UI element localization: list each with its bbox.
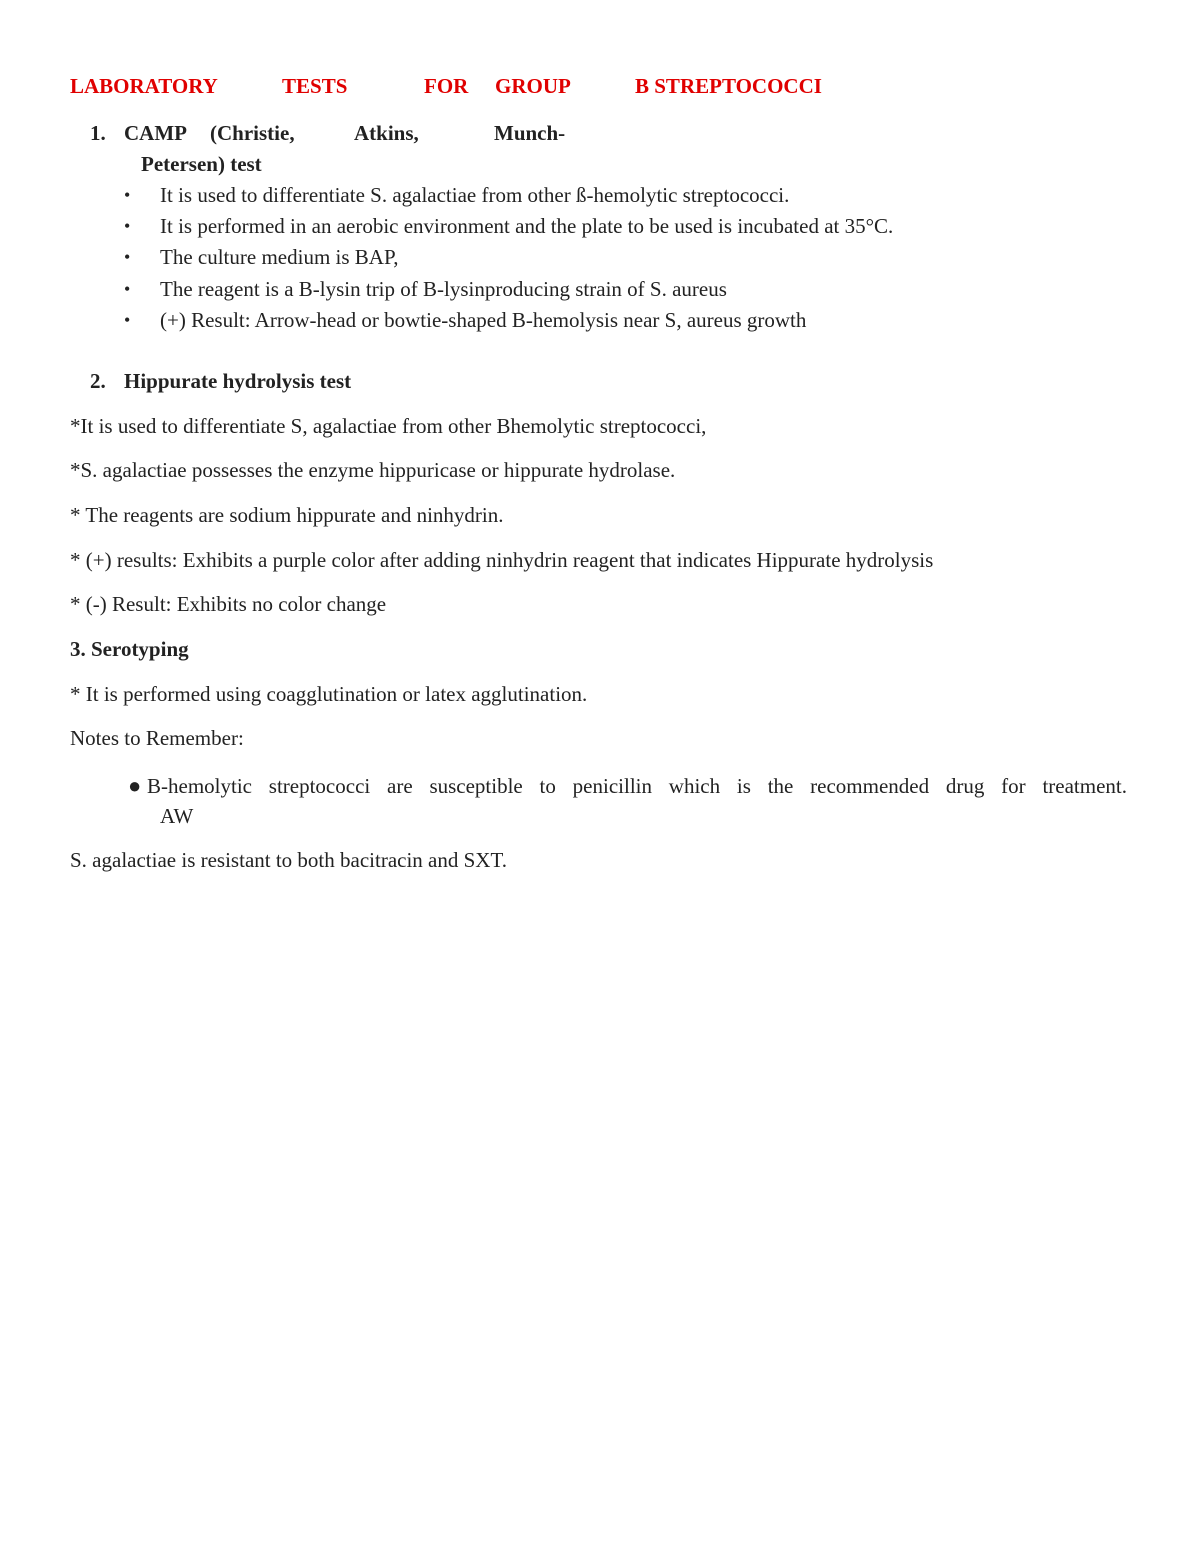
bullet-icon: •: [124, 185, 131, 205]
notes-bullet-text: B-hemolytic streptococci are susceptible to penicillin which is the recommended drug for treatment.: [147, 774, 1127, 798]
section-heading-word: Munch-: [494, 121, 566, 145]
title-word: GROUP: [495, 74, 571, 98]
document-title: [70, 73, 846, 99]
bullet-icon: •: [124, 247, 131, 267]
paragraph-line: * (+) results: Exhibits a purple color after adding ninhydrin reagent that indicates Hippurate hydrolysis: [70, 548, 934, 572]
section-heading: 3. Serotyping: [70, 637, 189, 661]
section-heading-continued: Petersen) test: [141, 152, 262, 176]
paragraph-line: * The reagents are sodium hippurate and ninhydrin.: [70, 503, 504, 527]
paragraph-line: * (-) Result: Exhibits no color change: [70, 592, 387, 616]
section-heading: Hippurate hydrolysis test: [124, 369, 352, 393]
list-item-text: The culture medium is BAP,: [160, 245, 399, 269]
list-item-text: (+) Result: Arrow-head or bowtie-shaped B-hemolysis near S, aureus growth: [160, 308, 807, 332]
section-number: 2.: [90, 369, 106, 393]
bullet-icon: •: [124, 310, 131, 330]
title-word: TESTS: [282, 74, 348, 98]
section-heading-word: Atkins,: [354, 121, 419, 145]
paragraph-line: *S. agalactiae possesses the enzyme hippuricase or hippurate hydrolase.: [70, 458, 676, 482]
notes-heading: Notes to Remember:: [70, 726, 244, 750]
title-word: LABORATORY: [70, 74, 218, 98]
paragraph-line: *It is used to differentiate S, agalactiae from other Bhemolytic streptococci,: [70, 414, 707, 438]
notes-bullet-continued: AW: [160, 804, 194, 828]
list-item-text: The reagent is a B-lysin trip of B-lysinproducing strain of S. aureus: [160, 277, 727, 301]
paragraph-line: S. agalactiae is resistant to both bacitracin and SXT.: [70, 848, 507, 872]
paragraph-line: * It is performed using coagglutination or latex agglutination.: [70, 682, 588, 706]
bullet-icon: •: [124, 279, 131, 299]
bullet-icon: •: [124, 216, 131, 236]
list-item-text: It is used to differentiate S. agalactiae from other ß-hemolytic streptococci.: [160, 183, 790, 207]
bullet-icon: ●: [128, 773, 142, 798]
title-word: B STREPTOCOCCI: [635, 74, 822, 98]
section-heading-word: CAMP: [124, 121, 187, 145]
section-number: 1.: [90, 121, 106, 145]
title-word: FOR: [424, 74, 469, 98]
section-heading-word: (Christie,: [210, 121, 295, 145]
list-item-text: It is performed in an aerobic environment and the plate to be used is incubated at 35°C.: [160, 214, 894, 238]
